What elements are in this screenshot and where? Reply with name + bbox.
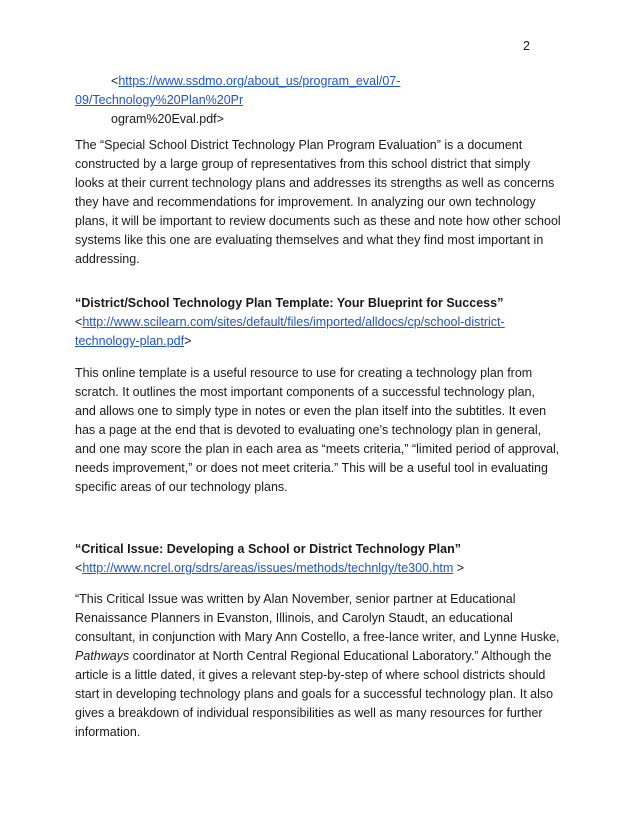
citation-1-link-part-2[interactable]: 09/Technology%20Plan%20Pr — [75, 93, 244, 107]
section-2-link-part-2[interactable]: technology-plan.pdf — [75, 334, 185, 348]
section-3-body-line: article is a little dated, it gives a relevant step-by-step of where school districts should — [75, 668, 546, 682]
section-2-citation-line-1 — [75, 313, 570, 332]
section-2-body-line: has a page at the end that is devoted to evaluating one’s technology plan in general, — [75, 423, 542, 437]
paragraph-1-line: systems like this one are evaluating themselves and what they find most important in — [75, 233, 544, 247]
section-3-link[interactable]: http://www.ncrel.org/sdrs/areas/issues/methods/technlgy/te300.htm — [82, 561, 454, 575]
section-3-body-line: information. — [75, 725, 141, 739]
pathways-italic: Pathways — [75, 649, 130, 663]
section-2-body — [75, 364, 570, 497]
section-3-body-line: consultant, in conjunction with Mary Ann Costello, a free-lance writer, and Lynne Huske, — [75, 630, 560, 644]
citation-1-line-2 — [75, 91, 570, 110]
section-2-citation-line-2 — [75, 332, 570, 351]
paragraph-1-line: plans, it will be important to review documents such as these and note how other school — [75, 214, 561, 228]
paragraph-1-line: they have and recommendations for improvement. In analyzing our own technology — [75, 195, 536, 209]
citation-1-line-3: ogram%20Eval.pdf> — [111, 112, 224, 126]
section-2 — [75, 294, 570, 351]
section-3 — [75, 540, 570, 578]
section-2-close-bracket: > — [184, 334, 192, 348]
section-2-body-line: specific areas of our technology plans. — [75, 480, 288, 494]
section-2-body-line: This online template is a useful resource to use for creating a technology plan from — [75, 366, 533, 380]
section-2-open-bracket: < — [75, 315, 83, 329]
section-3-body — [75, 590, 570, 742]
citation-1 — [75, 72, 570, 129]
citation-1-link-part-1[interactable]: https://www.ssdmo.org/about_us/program_eval/07- — [118, 74, 401, 88]
page-number: 2 — [523, 39, 530, 53]
citation-1-open-bracket: < — [111, 74, 119, 88]
paragraph-1-line: addressing. — [75, 252, 140, 266]
section-3-body-line: start in developing technology plans and goals for a successful technology plan. It also — [75, 687, 554, 701]
section-3-body-line-4 — [75, 647, 570, 666]
section-3-body-line: “This Critical Issue was written by Alan November, senior partner at Educational — [75, 592, 516, 606]
section-3-open-bracket: < — [75, 561, 83, 575]
section-2-body-line: needs improvement,” or does not meet criteria.” This will be a useful tool in evaluating — [75, 461, 548, 475]
section-2-body-line: and one may score the plan in each area as “meets criteria,” “limited period of approval, — [75, 442, 560, 456]
paragraph-1 — [75, 136, 570, 269]
section-3-body-line: gives a breakdown of individual responsibilities as well as many resources for further — [75, 706, 543, 720]
section-3-heading: “Critical Issue: Developing a School or District Technology Plan” — [75, 542, 461, 556]
section-2-heading: “District/School Technology Plan Template: Your Blueprint for Success” — [75, 296, 504, 310]
paragraph-1-line: looks at their current technology plans and addresses its strengths as well as concerns — [75, 176, 555, 190]
section-2-body-line: scratch. It outlines the most important components of a successful technology plan, — [75, 385, 535, 399]
citation-1-line-1 — [75, 72, 570, 91]
section-2-body-line: and allows one to simply type in notes or even the plan itself into the subtitles. It even — [75, 404, 547, 418]
section-3-body-line: Renaissance Planners in Evanston, Illinois, and Carolyn Staudt, an educational — [75, 611, 513, 625]
paragraph-1-line: constructed by a large group of representatives from this school district that simply — [75, 157, 531, 171]
section-2-link-part-1[interactable]: http://www.scilearn.com/sites/default/files/imported/alldocs/cp/school-district- — [82, 315, 505, 329]
section-3-close-bracket: > — [453, 561, 465, 575]
section-3-citation-line — [75, 559, 570, 578]
paragraph-1-line: The “Special School District Technology Plan Program Evaluation” is a document — [75, 138, 523, 152]
section-3-body-line-4-rest: coordinator at North Central Regional Educational Laboratory.” Although the — [129, 649, 552, 663]
